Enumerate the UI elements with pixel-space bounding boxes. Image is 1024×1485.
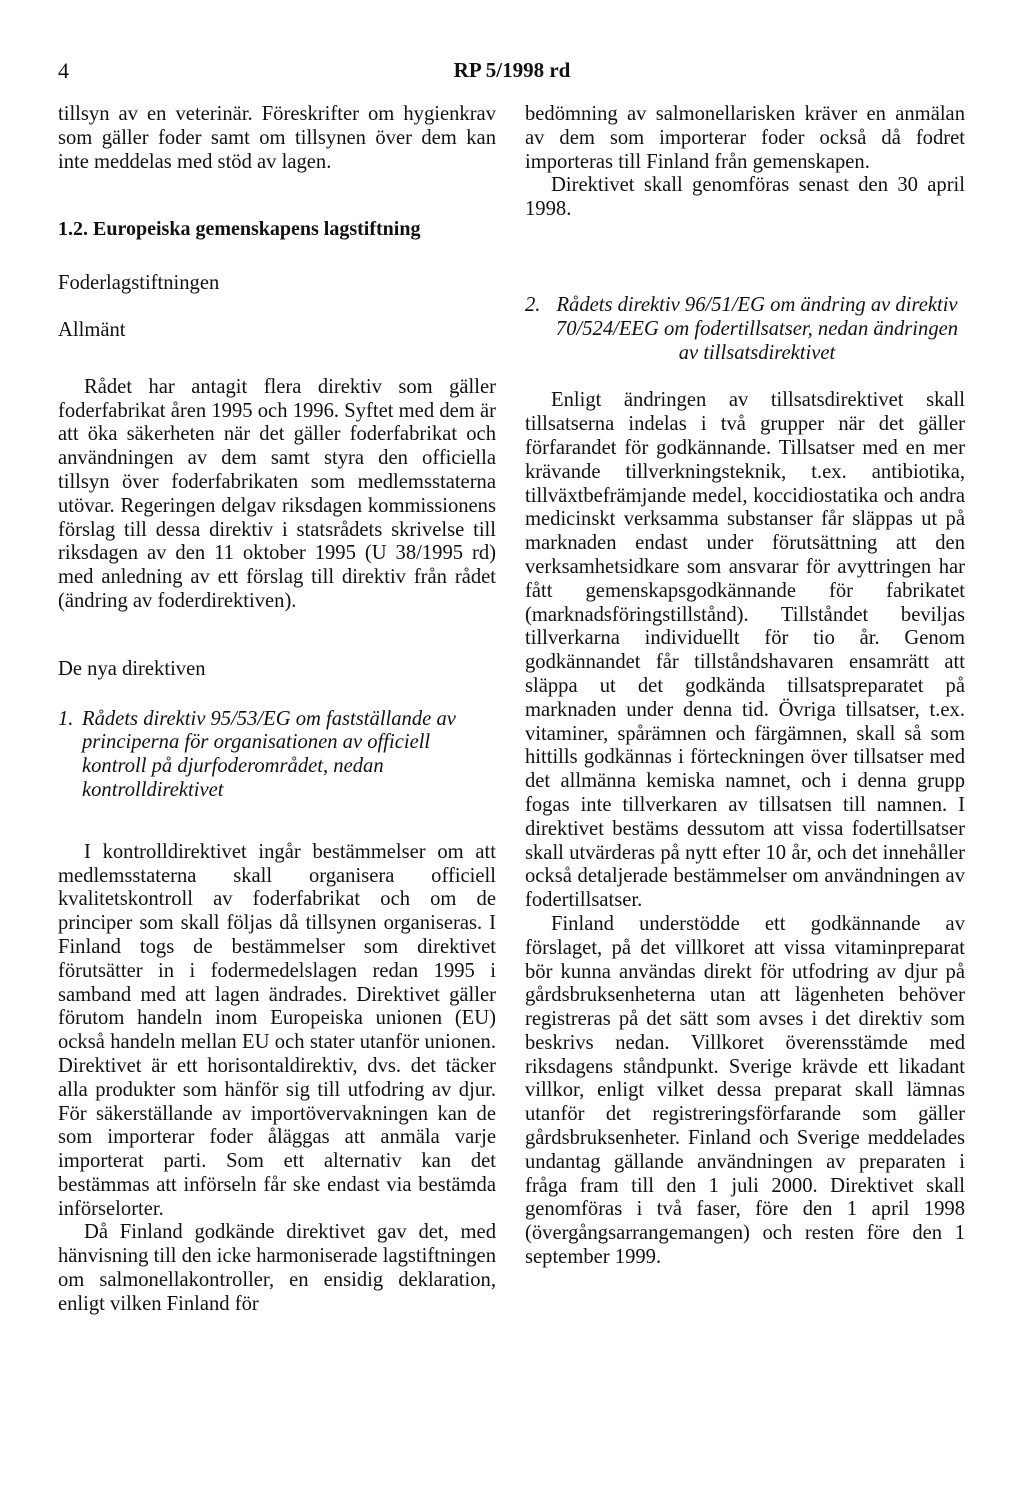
directive-1-title: Rådets direktiv 95/53/EG om fastställande av principerna för organisationen av officiell kontroll på djurfoderområdet, nedan kontrolldirektivet	[82, 707, 456, 801]
directive-2-heading	[525, 294, 965, 365]
directive-1-number: 1.	[58, 707, 74, 730]
right-column	[525, 103, 965, 1270]
left-intro-paragraph: tillsyn av en veterinär. Föreskrifter om hygienkrav som gäller foder samt om tillsynen över dem kan inte meddelas med stöd av lagen.	[58, 103, 496, 173]
directive-2-number: 2.	[525, 293, 541, 316]
subheading-foderlagstiftningen: Foderlagstiftningen	[58, 272, 220, 295]
page-number: 4	[58, 58, 69, 83]
subheading-nya-direktiven: De nya direktiven	[58, 657, 206, 680]
subheading-allmant: Allmänt	[58, 318, 126, 341]
paragraph-da-finland: Då Finland godkände direktivet gav det, med hänvisning till den icke harmoniserade lagstiftningen om salmonellakontroller, en ensidig deklaration, enligt vilken Finland för	[58, 1221, 496, 1315]
paragraph-kontrolldirektivet: I kontrolldirektivet ingår bestämmelser om att medlemsstaterna skall organisera officiell kvalitetskontroll av foderfabrikat och om de principer som skall följas då tillsynen organiseras. I Finland togs de bestämmelser som direktivet förutsätter in i fodermedelslagen redan 1995 i samband med att lagen ändrades. Direktivet gäller förutom handeln inom Europeiska unionen (EU) också handeln mellan EU och stater utanför unionen. Direktivet är ett horisontaldirektiv, dvs. det täcker alla produkter som hänför sig till utfodring av djur. För säkerställande av importövervakningen kan de som importerar foder åläggas att anmäla varje importerat parti. Som ett alternativ kan det bestämmas att införseln får ske endast via bestämda införselorter.	[58, 840, 496, 1220]
paragraph-finland-understodde: Finland understödde ett godkännande av förslaget, på det villkoret att vissa vitaminpreparat bör kunna användas direkt för utfodring av djur på gårdsbruksenheterna utan att lägenheten behöver registreras på det sätt som avses i det direktiv som beskrivs nedan. Villkoret överensstämde med riksdagens ståndpunkt. Sverige krävde ett likadant villkor, enligt vilket dessa preparat skall lämnas utanför det registreringsförfarande som gäller gårdsbruksenheter. Finland och Sverige meddelades undantag gällande användningen av preparaten i fråga fram till den 1 juli 2000. Direktivet skall genomföras i två faser, före den 1 april 1998 (övergångsarrangemangen) och resten före den 1 september 1999.	[525, 912, 965, 1269]
right-intro-paragraph: bedömning av salmonellarisken kräver en anmälan av dem som importerar foder också då fodret importeras till Finland från gemenskapen.	[525, 103, 965, 173]
left-column	[58, 103, 496, 1317]
directive-1-heading	[58, 708, 496, 803]
directive-2-title: Rådets direktiv 96/51/EG om ändring av direktiv 70/524/EEG om fodertillsatser, nedan ändringen av tillsatsdirektivet	[555, 293, 959, 364]
section-heading: 1.2. Europeiska gemenskapens lagstiftning	[58, 218, 421, 241]
page-header-title: RP 5/1998 rd	[453, 58, 571, 82]
right-intro-deadline: Direktivet skall genomföras senast den 30 april 1998.	[525, 174, 965, 221]
paragraph-enligt-andringen: Enligt ändringen av tillsatsdirektivet skall tillsatserna indelas i två grupper när det gäller förfarandet för godkännande. Tillsatser med en mer krävande tillverkningsteknik, t.ex. antibiotika, tillväxtbefrämjande medel, koccidiostatika och andra medicinskt verksamma substanser får släppas ut på marknaden endast under förutsättning att den verksamhetsidkare som ansvarar för avyttringen har fått gemenskapsgodkännande för fabrikatet (marknadsföringstillstånd). Tillståndet beviljas tillverkarna individuellt för tio år. Genom godkännandet får tillståndshavaren ensamrätt att släppa ut det godkända tillsatspreparatet på marknaden under denna tid. Övriga tillsatser, t.ex. vitaminer, spårämnen och färgämnen, skall så som hittills godkännas i förteckningen över tillsatser med det allmänna kemiska namnet, och i denna grupp fogas inte tillverkaren av tillsatsen till namnen. I direktivet bestäms dessutom att vissa fodertillsatser skall utvärderas på nytt efter 10 år, och det innehåller också detaljerade bestämmelser om användningen av fodertillsatser.	[525, 389, 965, 912]
paragraph-radet: Rådet har antagit flera direktiv som gäller foderfabrikat åren 1995 och 1996. Syftet med dem är att öka säkerheten när det gäller foderfabrikat och användningen av dem samt styra den officiella tillsyn över foderfabrikaten som medlemsstaterna utövar. Regeringen delgav riksdagen kommissionens förslag till dessa direktiv i statsrådets skrivelse till riksdagen av den 11 oktober 1995 (U 38/1995 rd) med anledning av ett förslag till direktiv från rådet (ändring av foderdirektiven).	[58, 375, 496, 612]
